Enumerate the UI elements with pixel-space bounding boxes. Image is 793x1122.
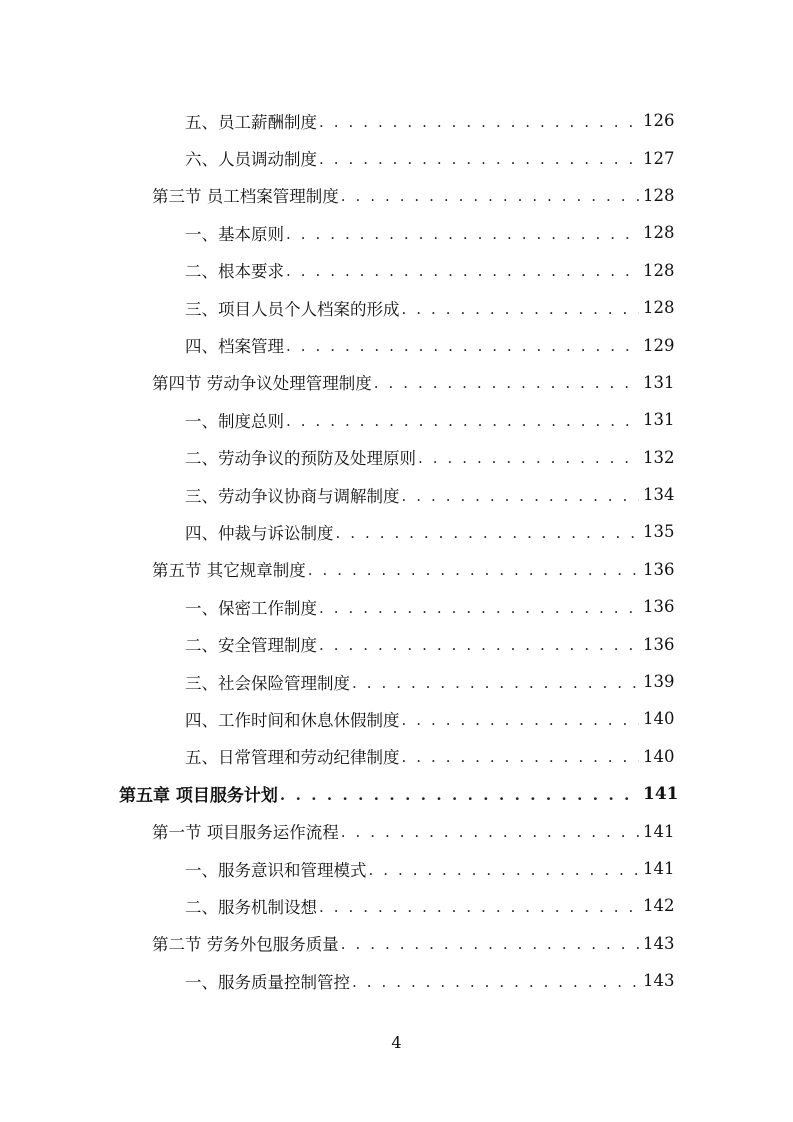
toc-entry[interactable] [0, 850, 673, 887]
dot-leader [319, 150, 639, 168]
toc-entry[interactable] [0, 887, 673, 924]
toc-entry-title: 二、安全管理制度 [185, 636, 317, 656]
toc-section-entry[interactable] [0, 925, 673, 962]
toc-section-entry[interactable] [0, 364, 673, 401]
toc-entry[interactable] [0, 476, 673, 513]
toc-entry-page: 143 [643, 971, 675, 991]
toc-entry-title: 四、工作时间和休息休假制度 [185, 710, 400, 730]
toc-entry[interactable] [0, 625, 673, 662]
toc-entry-page: 141 [643, 859, 675, 878]
dot-leader [402, 300, 640, 318]
toc-entry-page: 143 [643, 933, 675, 953]
toc-entry-page: 140 [643, 709, 675, 729]
toc-entry-title: 第三节 员工档案管理制度 [152, 187, 339, 207]
toc-entry[interactable] [0, 252, 673, 289]
dot-leader [402, 748, 640, 766]
toc-entry[interactable] [0, 401, 673, 438]
toc-entry[interactable] [0, 663, 673, 700]
dot-leader [286, 225, 639, 243]
toc-entry-page: 131 [643, 410, 675, 430]
dot-leader [369, 861, 640, 879]
toc-entry[interactable] [0, 700, 673, 737]
toc-entry-title: 二、根本要求 [185, 262, 284, 282]
toc-entry-page: 141 [643, 821, 675, 841]
dot-leader [352, 973, 639, 991]
toc-entry-page: 126 [643, 111, 675, 131]
dot-leader [286, 412, 639, 430]
toc-entry-title: 一、保密工作制度 [185, 598, 317, 618]
toc-entry-page: 129 [643, 335, 675, 355]
toc-entry[interactable] [0, 738, 673, 775]
dot-leader [319, 113, 639, 131]
dot-leader [418, 449, 639, 467]
toc-entry-title: 三、项目人员个人档案的形成 [185, 299, 400, 319]
toc-entry-title: 三、社会保险管理制度 [185, 673, 350, 693]
toc-entry-title: 四、仲裁与诉讼制度 [185, 523, 334, 543]
toc-entry-title: 六、人员调动制度 [185, 150, 317, 170]
dot-leader [402, 487, 640, 505]
toc-entry-page: 132 [643, 447, 675, 467]
toc-entry-title: 第五节 其它规章制度 [152, 561, 306, 581]
toc-entry[interactable] [0, 962, 673, 999]
toc-entry-title: 五、日常管理和劳动纪律制度 [185, 748, 400, 768]
toc-entry-page: 142 [643, 896, 675, 916]
toc-chapter-entry[interactable] [0, 775, 679, 812]
toc-entry-page: 135 [643, 522, 675, 542]
dot-leader [341, 935, 639, 953]
toc-entry[interactable] [0, 439, 673, 476]
toc-entry-page: 139 [643, 672, 675, 692]
toc-entry-page: 128 [643, 298, 675, 318]
dot-leader [286, 337, 639, 355]
toc-entry-title: 第一节 项目服务运作流程 [152, 823, 339, 843]
toc-entry-page: 140 [643, 746, 675, 766]
toc-entry-page: 141 [643, 783, 679, 804]
dot-leader [374, 374, 639, 392]
toc-entry-title: 一、制度总则 [185, 411, 284, 431]
toc-entry-page: 136 [643, 597, 675, 617]
toc-section-entry[interactable] [0, 177, 673, 214]
toc-entry[interactable] [0, 102, 673, 139]
toc-entry[interactable] [0, 513, 673, 550]
toc-entry-title: 第二节 劳务外包服务质量 [152, 935, 339, 955]
toc-entry-title: 四、档案管理 [185, 337, 284, 357]
toc-entry-title: 一、服务意识和管理模式 [185, 860, 367, 880]
table-of-contents [0, 102, 793, 999]
toc-entry-title: 二、劳动争议的预防及处理原则 [185, 449, 416, 469]
toc-entry-title: 一、基本原则 [185, 224, 284, 244]
toc-entry-page: 136 [643, 559, 675, 579]
dot-leader [308, 561, 639, 579]
toc-entry-title: 第四节 劳动争议处理管理制度 [152, 374, 372, 394]
toc-entry-page: 136 [643, 634, 675, 654]
dot-leader [319, 898, 639, 916]
dot-leader [336, 524, 640, 542]
dot-leader [280, 786, 639, 804]
toc-entry-page: 134 [643, 485, 675, 505]
toc-entry-page: 131 [643, 372, 675, 392]
toc-entry-page: 127 [643, 148, 675, 168]
toc-entry-page: 128 [643, 185, 675, 205]
dot-leader [286, 262, 639, 280]
dot-leader [319, 636, 639, 654]
toc-entry-title: 一、服务质量控制管控 [185, 972, 350, 992]
dot-leader [352, 674, 639, 692]
toc-entry-title: 第五章 项目服务计划 [119, 786, 278, 807]
toc-entry[interactable] [0, 214, 673, 251]
toc-entry-title: 五、员工薪酬制度 [185, 112, 317, 132]
toc-entry-title: 三、劳动争议协商与调解制度 [185, 486, 400, 506]
toc-section-entry[interactable] [0, 551, 673, 588]
toc-entry[interactable] [0, 139, 673, 176]
toc-entry[interactable] [0, 588, 673, 625]
toc-entry[interactable] [0, 326, 673, 363]
dot-leader [341, 187, 639, 205]
page-number: 4 [391, 1033, 402, 1052]
toc-entry-page: 128 [643, 223, 675, 243]
toc-entry-title: 二、服务机制设想 [185, 897, 317, 917]
toc-entry-page: 128 [643, 260, 675, 280]
toc-section-entry[interactable] [0, 812, 673, 849]
dot-leader [402, 711, 640, 729]
dot-leader [341, 823, 639, 841]
dot-leader [319, 599, 639, 617]
toc-entry[interactable] [0, 289, 673, 326]
